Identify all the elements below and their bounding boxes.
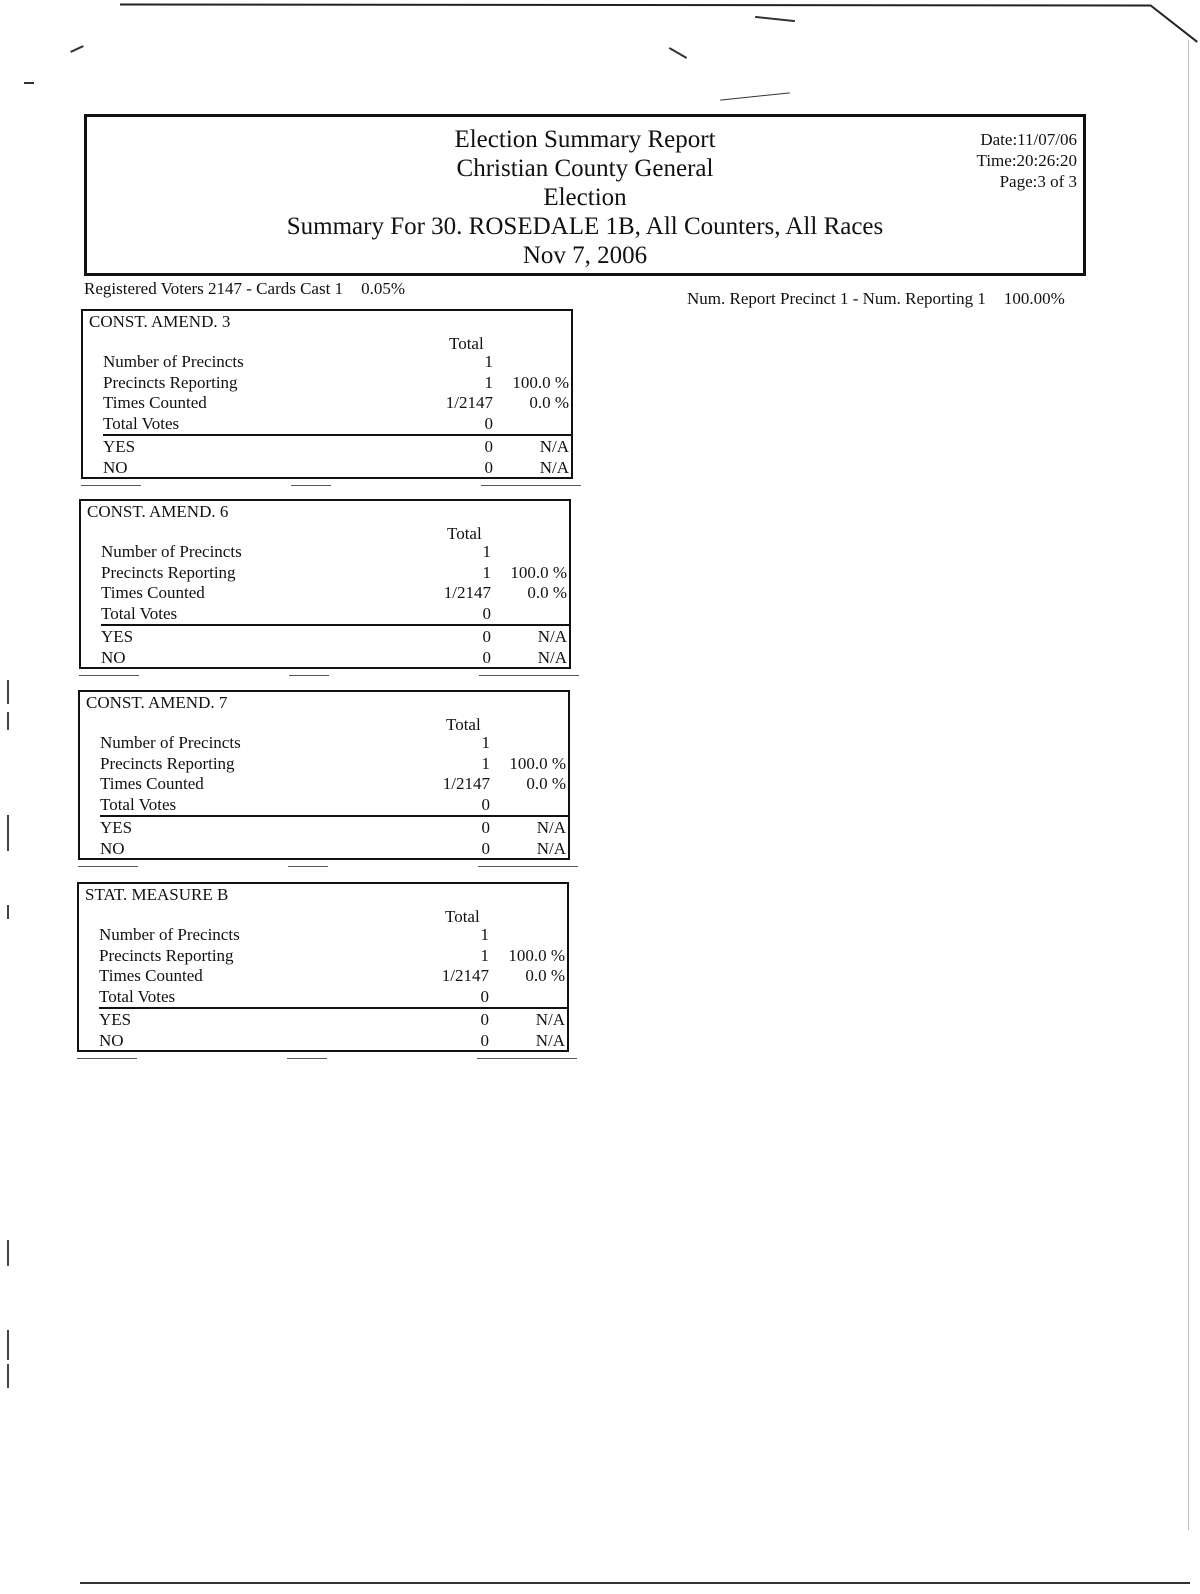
stat-value: 1 [482,562,491,582]
choice-row [100,817,570,838]
stat-value: 1 [484,352,493,371]
scan-speck [720,92,790,100]
scan-margin-mark [7,1330,9,1360]
stat-value: 0 [482,603,491,623]
race-title: STAT. MEASURE B [85,885,229,904]
registered-voters-line [84,279,405,299]
title-line-3: Election [543,184,627,211]
scan-dash [77,1058,137,1059]
race-box [78,690,570,860]
stat-value: 1 [481,733,490,752]
scan-dash [517,1058,577,1059]
title-line-1: Election Summary Report [454,126,716,153]
stat-percent: 100.0 % [508,945,565,965]
scan-margin-mark [7,712,9,730]
stat-value: 1/2147 [441,966,489,985]
cards-cast-percent: 0.05% [361,279,405,298]
choice-label: YES [101,627,134,646]
scan-dash [289,675,329,676]
choice-label: YES [103,437,136,456]
choice-row [99,1009,569,1030]
choice-votes: 0 [481,838,490,858]
stat-label: Number of Precincts [99,925,240,944]
scan-margin-mark [7,905,9,919]
scan-dash [519,675,579,676]
choice-row [100,838,570,859]
choice-row [103,436,573,457]
title-line-4: Summary For 30. ROSEDALE 1B, All Counters, All Races [286,213,884,240]
scan-speck [755,16,795,22]
stat-row [101,562,571,583]
scan-edge-right [1188,40,1189,1530]
stat-row [99,965,569,986]
choice-votes: 0 [484,437,493,456]
stat-row [101,582,571,603]
scan-dash [521,485,581,486]
stat-row [100,732,570,753]
stat-value: 1/2147 [445,393,493,412]
scan-dash [81,485,141,486]
scan-dash [288,866,328,867]
stat-value: 1 [480,945,489,965]
stat-row [103,392,573,413]
stat-percent: 0.0 % [526,774,566,793]
scan-folded-corner [1149,4,1198,43]
stat-percent: 100.0 % [509,753,566,773]
stat-label: Number of Precincts [103,352,244,371]
choice-percent: N/A [537,647,567,667]
report-date: Date:11/07/06 [980,130,1077,149]
stat-value: 0 [481,794,490,814]
stat-label: Times Counted [99,966,203,985]
stat-value: 1 [482,542,491,561]
stat-value: 1/2147 [442,774,490,793]
scan-margin-mark [7,815,9,851]
race-box [79,499,571,669]
race-box [81,309,573,479]
reporting-percent: 100.00% [1003,289,1065,308]
stat-label: Precincts Reporting [101,562,236,582]
race-title: CONST. AMEND. 3 [89,312,231,331]
choice-percent: N/A [536,818,566,837]
title-line-5: Nov 7, 2006 [522,242,648,269]
scan-margin-mark [7,1240,9,1266]
choice-votes: 0 [480,1010,489,1029]
choice-label: NO [101,647,126,667]
choice-row [99,1030,569,1051]
stat-row [100,773,570,794]
choice-row [103,457,573,478]
choice-percent: N/A [535,1010,565,1029]
total-column-header: Total [449,334,484,353]
choice-label: NO [103,457,128,477]
scan-margin-mark [7,1364,9,1388]
reporting-text: Num. Report Precinct 1 - Num. Reporting 1 [687,289,986,308]
scan-dash [518,866,578,867]
stat-row [103,413,573,434]
scan-speck [669,47,687,59]
stat-label: Times Counted [100,774,204,793]
stat-row [101,603,571,624]
title-line-2: Christian County General [456,155,714,182]
scan-margin-mark [7,680,9,704]
stat-value: 0 [480,986,489,1006]
stat-row [103,372,573,393]
scan-dash [79,675,139,676]
stat-label: Times Counted [101,583,205,602]
report-header [84,114,1086,276]
stat-percent: 100.0 % [512,372,569,392]
stat-label: Total Votes [101,603,178,623]
race-title: CONST. AMEND. 6 [87,502,229,521]
report-meta [977,129,1077,192]
stat-percent: 0.0 % [525,966,565,985]
choice-label: YES [100,818,133,837]
choice-votes: 0 [482,627,491,646]
stat-percent: 0.0 % [527,583,567,602]
choice-votes: 0 [480,1030,489,1050]
stat-row [99,924,569,945]
scan-edge-top [120,4,1150,7]
scan-dash [291,485,331,486]
scan-dash [78,866,138,867]
stat-row [101,541,571,562]
stat-label: Precincts Reporting [103,372,238,392]
stat-value: 1/2147 [443,583,491,602]
reporting-line [687,289,1065,309]
choice-row [101,626,571,647]
stat-label: Times Counted [103,393,207,412]
race-box [77,882,569,1052]
choice-votes: 0 [482,647,491,667]
choice-label: NO [99,1030,124,1050]
choice-percent: N/A [539,437,569,456]
stat-label: Total Votes [100,794,177,814]
stat-row [99,986,569,1007]
stat-label: Precincts Reporting [100,753,235,773]
scan-speck [70,45,84,53]
choice-percent: N/A [539,457,569,477]
scan-dash [287,1058,327,1059]
stat-label: Precincts Reporting [99,945,234,965]
choice-percent: N/A [535,1030,565,1050]
report-title [87,125,1083,270]
choice-label: NO [100,838,125,858]
total-column-header: Total [445,907,480,926]
registered-voters-text: Registered Voters 2147 - Cards Cast 1 [84,279,344,298]
report-page: Page:3 of 3 [999,172,1077,191]
total-column-header: Total [447,524,482,543]
stat-label: Total Votes [103,413,180,433]
stat-value: 1 [484,372,493,392]
stat-label: Total Votes [99,986,176,1006]
stat-value: 1 [481,753,490,773]
stat-value: 1 [480,925,489,944]
stat-value: 0 [484,413,493,433]
choice-votes: 0 [484,457,493,477]
stat-row [99,945,569,966]
stat-label: Number of Precincts [101,542,242,561]
choice-percent: N/A [536,838,566,858]
choice-votes: 0 [481,818,490,837]
stat-percent: 100.0 % [510,562,567,582]
choice-percent: N/A [537,627,567,646]
scan-speck [24,82,34,84]
scan-edge-bottom [80,1582,1190,1584]
stat-row [103,351,573,372]
total-column-header: Total [446,715,481,734]
choice-label: YES [99,1010,132,1029]
stat-row [100,753,570,774]
report-time: Time:20:26:20 [976,151,1077,170]
race-title: CONST. AMEND. 7 [86,693,228,712]
stat-label: Number of Precincts [100,733,241,752]
stat-row [100,794,570,815]
choice-row [101,647,571,668]
stat-percent: 0.0 % [529,393,569,412]
